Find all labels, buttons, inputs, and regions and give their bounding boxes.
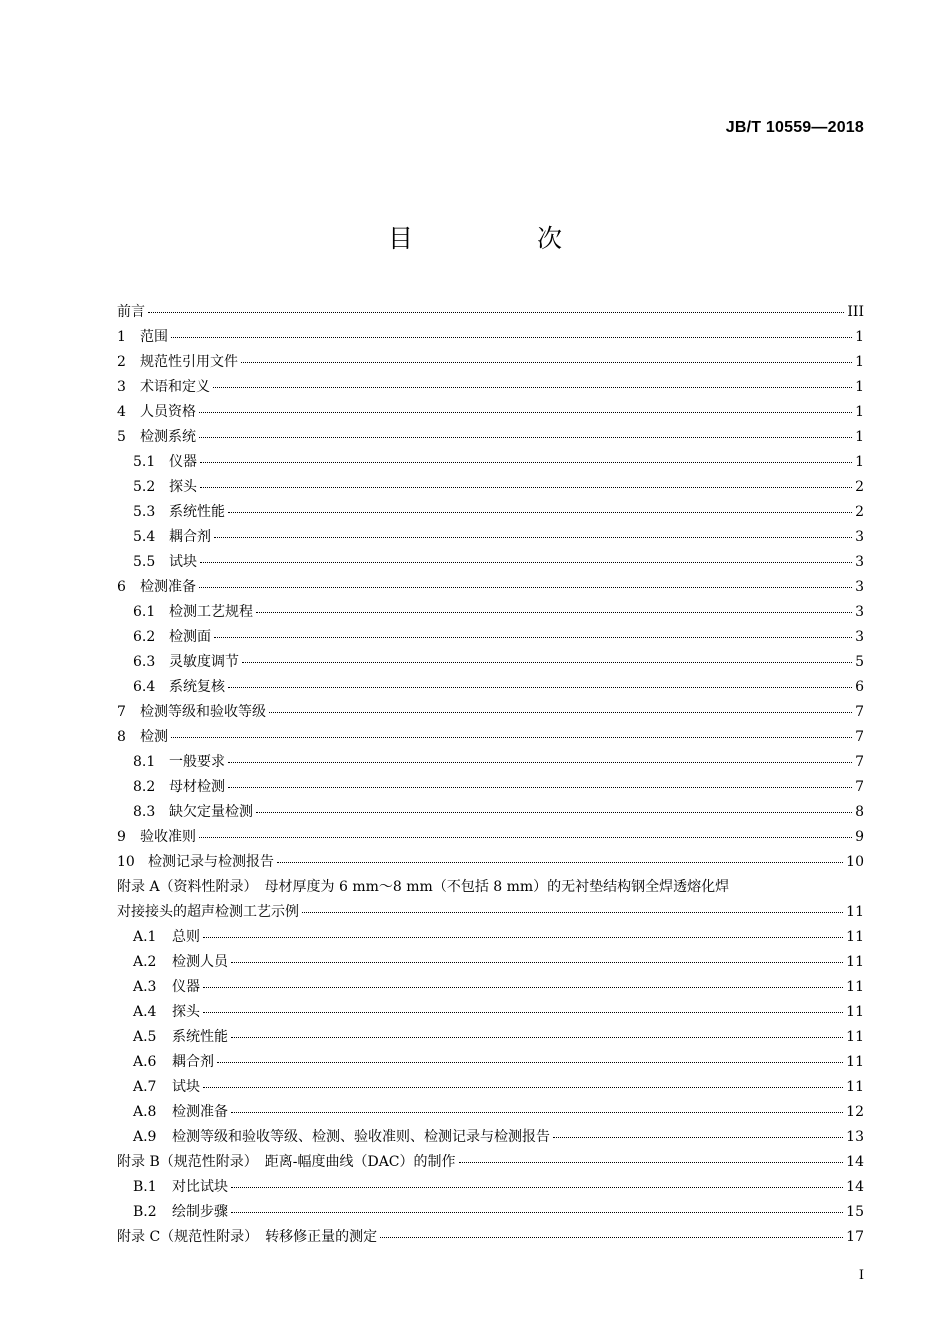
dot-leader — [553, 1123, 843, 1138]
toc-entry-page: 1 — [855, 454, 864, 470]
dot-leader — [231, 1098, 843, 1113]
toc-entry-page: 17 — [846, 1229, 864, 1245]
dot-leader — [380, 1223, 843, 1238]
dot-leader — [256, 798, 852, 813]
toc-entry-label: 术语和定义 — [140, 379, 210, 395]
dot-leader — [228, 673, 852, 688]
dot-leader — [200, 548, 852, 563]
toc-entry-page: 1 — [855, 429, 864, 445]
toc-entry[interactable] — [117, 825, 864, 850]
toc-entry[interactable] — [117, 1125, 864, 1150]
toc-entry-number: 5.4 — [133, 529, 156, 545]
toc-entry-number: A.6 — [133, 1054, 157, 1070]
dot-leader — [200, 473, 852, 488]
toc-entry[interactable] — [117, 525, 864, 550]
dot-leader — [231, 1198, 843, 1213]
dot-leader — [213, 373, 852, 388]
toc-entry-label: 总则 — [172, 929, 200, 945]
toc-entry-label: 检测准备 — [172, 1104, 228, 1120]
toc-entry[interactable] — [117, 1200, 864, 1225]
toc-entry-page: 11 — [846, 954, 864, 970]
toc-entry[interactable] — [117, 425, 864, 450]
dot-leader — [228, 773, 852, 788]
toc-title: 目 次 — [388, 224, 620, 253]
toc-entry-number: 1 — [117, 329, 126, 345]
toc-entry[interactable] — [117, 450, 864, 475]
toc-entry-page: 7 — [855, 729, 864, 745]
dot-leader — [277, 848, 843, 863]
toc-entry-number: 8.3 — [133, 804, 156, 820]
toc-entry[interactable] — [117, 675, 864, 700]
toc-entry-label: 检测 — [140, 729, 168, 745]
dot-leader — [203, 923, 843, 938]
toc-entry-number: A.1 — [133, 929, 157, 945]
toc-entry-page: 11 — [846, 1079, 864, 1095]
dot-leader — [203, 973, 843, 988]
toc-entry-number: 6 — [117, 579, 126, 595]
toc-entry-page: 15 — [846, 1204, 864, 1220]
toc-entry[interactable] — [117, 750, 864, 775]
toc-entry[interactable] — [117, 1025, 864, 1050]
toc-entry-page: 11 — [846, 979, 864, 995]
toc-entry-number: 3 — [117, 379, 126, 395]
toc-entry-page: 1 — [855, 379, 864, 395]
toc-entry-label: 耦合剂 — [169, 529, 211, 545]
toc-entry[interactable] — [117, 375, 864, 400]
toc-entry-label: 附录 C（规范性附录） 转移修正量的测定 — [117, 1229, 378, 1245]
toc-entry-label: 检测面 — [169, 629, 211, 645]
dot-leader — [231, 1173, 843, 1188]
dot-leader — [302, 898, 843, 913]
toc-entry[interactable] — [117, 1000, 864, 1025]
toc-entry-page: 2 — [855, 479, 864, 495]
toc-entry-number: 5.1 — [133, 454, 156, 470]
toc-entry-label: 人员资格 — [140, 404, 196, 420]
toc-entry[interactable] — [117, 500, 864, 525]
toc-entry-label: 检测系统 — [140, 429, 196, 445]
toc-entry-label: 耦合剂 — [172, 1054, 214, 1070]
toc-entry-label: 检测等级和验收等级、检测、验收准则、检测记录与检测报告 — [172, 1129, 550, 1145]
dot-leader — [171, 723, 852, 738]
dot-leader — [203, 1073, 843, 1088]
toc-entry-number: 7 — [117, 704, 126, 720]
dot-leader — [217, 1048, 843, 1063]
dot-leader — [231, 1023, 843, 1038]
toc-entry-number: 9 — [117, 829, 126, 845]
toc-entry-label: 试块 — [169, 554, 197, 570]
toc-entry-number: 4 — [117, 404, 126, 420]
toc-entry-label: 对接接头的超声检测工艺示例 — [117, 904, 299, 920]
toc-entry-number: 2 — [117, 354, 126, 370]
toc-entry-page: 11 — [846, 1029, 864, 1045]
toc-entry[interactable] — [117, 925, 864, 950]
toc-entry-label: 系统性能 — [172, 1029, 228, 1045]
toc-entry-page: 11 — [846, 929, 864, 945]
toc-entry-number: 6.4 — [133, 679, 156, 695]
table-of-contents — [117, 300, 864, 1250]
dot-leader — [199, 423, 852, 438]
toc-entry-page: 1 — [855, 354, 864, 370]
toc-entry[interactable] — [117, 950, 864, 975]
toc-entry[interactable] — [117, 875, 864, 900]
dot-leader — [228, 748, 852, 763]
toc-entry-page: 14 — [846, 1179, 864, 1195]
toc-entry-label: 系统复核 — [169, 679, 225, 695]
toc-entry-number: A.4 — [133, 1004, 157, 1020]
dot-leader — [199, 573, 852, 588]
toc-entry-number: 5 — [117, 429, 126, 445]
dot-leader — [241, 348, 852, 363]
toc-entry-page: 3 — [855, 629, 864, 645]
toc-entry[interactable] — [117, 475, 864, 500]
toc-entry-number: 5.3 — [133, 504, 156, 520]
toc-entry[interactable] — [117, 550, 864, 575]
toc-entry[interactable] — [117, 1075, 864, 1100]
toc-entry-number: 6.2 — [133, 629, 156, 645]
toc-entry-page: 1 — [855, 329, 864, 345]
toc-entry-number: 5.5 — [133, 554, 156, 570]
toc-entry[interactable] — [117, 350, 864, 375]
toc-entry[interactable] — [117, 775, 864, 800]
toc-entry-page: 1 — [855, 404, 864, 420]
toc-entry-number: 8.2 — [133, 779, 156, 795]
toc-entry[interactable] — [117, 600, 864, 625]
dot-leader — [269, 698, 852, 713]
toc-entry-label: 仪器 — [172, 979, 200, 995]
toc-entry-label: 探头 — [172, 1004, 200, 1020]
toc-entry-page: 13 — [846, 1129, 864, 1145]
toc-entry-label: 系统性能 — [169, 504, 225, 520]
toc-entry[interactable] — [117, 1175, 864, 1200]
dot-leader — [199, 823, 852, 838]
toc-entry-label: 范围 — [140, 329, 168, 345]
dot-leader — [256, 598, 852, 613]
toc-entry-label: 规范性引用文件 — [140, 354, 238, 370]
toc-entry[interactable] — [117, 725, 864, 750]
toc-entry-label: 检测准备 — [140, 579, 196, 595]
toc-entry-label: 检测人员 — [172, 954, 228, 970]
toc-entry-page: 3 — [855, 554, 864, 570]
toc-entry-page: 6 — [855, 679, 864, 695]
toc-entry[interactable] — [117, 850, 864, 875]
toc-entry-page: 2 — [855, 504, 864, 520]
toc-entry-label: 绘制步骤 — [172, 1204, 228, 1220]
toc-entry-number: A.9 — [133, 1129, 157, 1145]
toc-entry-label: 检测等级和验收等级 — [140, 704, 266, 720]
toc-entry-number: 8.1 — [133, 754, 156, 770]
toc-entry-label: 检测记录与检测报告 — [148, 854, 274, 870]
dot-leader — [214, 623, 852, 638]
dot-leader — [171, 323, 852, 338]
toc-entry[interactable] — [117, 800, 864, 825]
toc-entry-number: 8 — [117, 729, 126, 745]
toc-entry-label: 探头 — [169, 479, 197, 495]
toc-entry[interactable] — [117, 325, 864, 350]
toc-entry[interactable] — [117, 1100, 864, 1125]
toc-entry[interactable] — [117, 900, 864, 925]
standard-code: JB/T 10559—2018 — [725, 119, 864, 136]
toc-entry[interactable] — [117, 400, 864, 425]
toc-entry-page: 7 — [855, 779, 864, 795]
toc-entry-label: 仪器 — [169, 454, 197, 470]
toc-entry-page: 3 — [855, 604, 864, 620]
toc-entry-page: 14 — [846, 1154, 864, 1170]
toc-entry-page: 8 — [855, 804, 864, 820]
toc-entry-label: 验收准则 — [140, 829, 196, 845]
toc-entry-label: 前言 — [117, 304, 145, 320]
toc-entry-number: 6.3 — [133, 654, 156, 670]
toc-entry-label: 缺欠定量检测 — [169, 804, 253, 820]
toc-entry-page: 10 — [846, 854, 864, 870]
footer-page-number: I — [858, 1268, 864, 1283]
toc-entry-page: 7 — [855, 754, 864, 770]
toc-entry-label: 灵敏度调节 — [169, 654, 239, 670]
toc-entry[interactable] — [117, 300, 864, 325]
dot-leader — [231, 948, 843, 963]
toc-entry-page: 11 — [846, 1054, 864, 1070]
toc-entry-number: B.1 — [133, 1179, 157, 1195]
toc-entry-number: A.8 — [133, 1104, 157, 1120]
toc-entry-page: 11 — [846, 1004, 864, 1020]
toc-entry[interactable] — [117, 1050, 864, 1075]
toc-entry-label: 一般要求 — [169, 754, 225, 770]
toc-entry-page: 12 — [846, 1104, 864, 1120]
dot-leader — [214, 523, 852, 538]
toc-entry-page: 3 — [855, 579, 864, 595]
toc-entry[interactable] — [117, 1150, 864, 1175]
toc-entry-number: B.2 — [133, 1204, 157, 1220]
toc-entry-number: A.2 — [133, 954, 157, 970]
dot-leader — [228, 498, 852, 513]
dot-leader — [459, 1148, 844, 1163]
dot-leader — [203, 998, 843, 1013]
toc-entry-label: 对比试块 — [172, 1179, 228, 1195]
toc-entry[interactable] — [117, 625, 864, 650]
toc-entry-page: 3 — [855, 529, 864, 545]
dot-leader — [242, 648, 852, 663]
toc-entry-page: 5 — [855, 654, 864, 670]
toc-entry-number: 10 — [117, 854, 135, 870]
toc-entry[interactable] — [117, 650, 864, 675]
dot-leader — [199, 398, 852, 413]
toc-entry-label: 检测工艺规程 — [169, 604, 253, 620]
toc-entry-number: A.3 — [133, 979, 157, 995]
toc-entry[interactable] — [117, 975, 864, 1000]
toc-entry-label: 试块 — [172, 1079, 200, 1095]
toc-entry-number: A.5 — [133, 1029, 157, 1045]
toc-entry[interactable] — [117, 700, 864, 725]
toc-entry-page: 11 — [846, 904, 864, 920]
toc-entry-page: 7 — [855, 704, 864, 720]
toc-entry-page: III — [847, 304, 864, 320]
toc-entry[interactable] — [117, 575, 864, 600]
toc-entry-number: 5.2 — [133, 479, 156, 495]
toc-entry-number: 6.1 — [133, 604, 156, 620]
dot-leader — [200, 448, 852, 463]
toc-entry-page: 9 — [855, 829, 864, 845]
toc-entry-label: 母材检测 — [169, 779, 225, 795]
toc-entry-label: 附录 A（资料性附录） 母材厚度为 6 mm～8 mm（不包括 8 mm）的无衬垫结构钢全焊透熔化焊 — [117, 879, 730, 895]
toc-entry-label: 附录 B（规范性附录） 距离-幅度曲线（DAC）的制作 — [117, 1154, 456, 1170]
toc-entry[interactable] — [117, 1225, 864, 1250]
dot-leader — [148, 298, 844, 313]
toc-entry-number: A.7 — [133, 1079, 157, 1095]
